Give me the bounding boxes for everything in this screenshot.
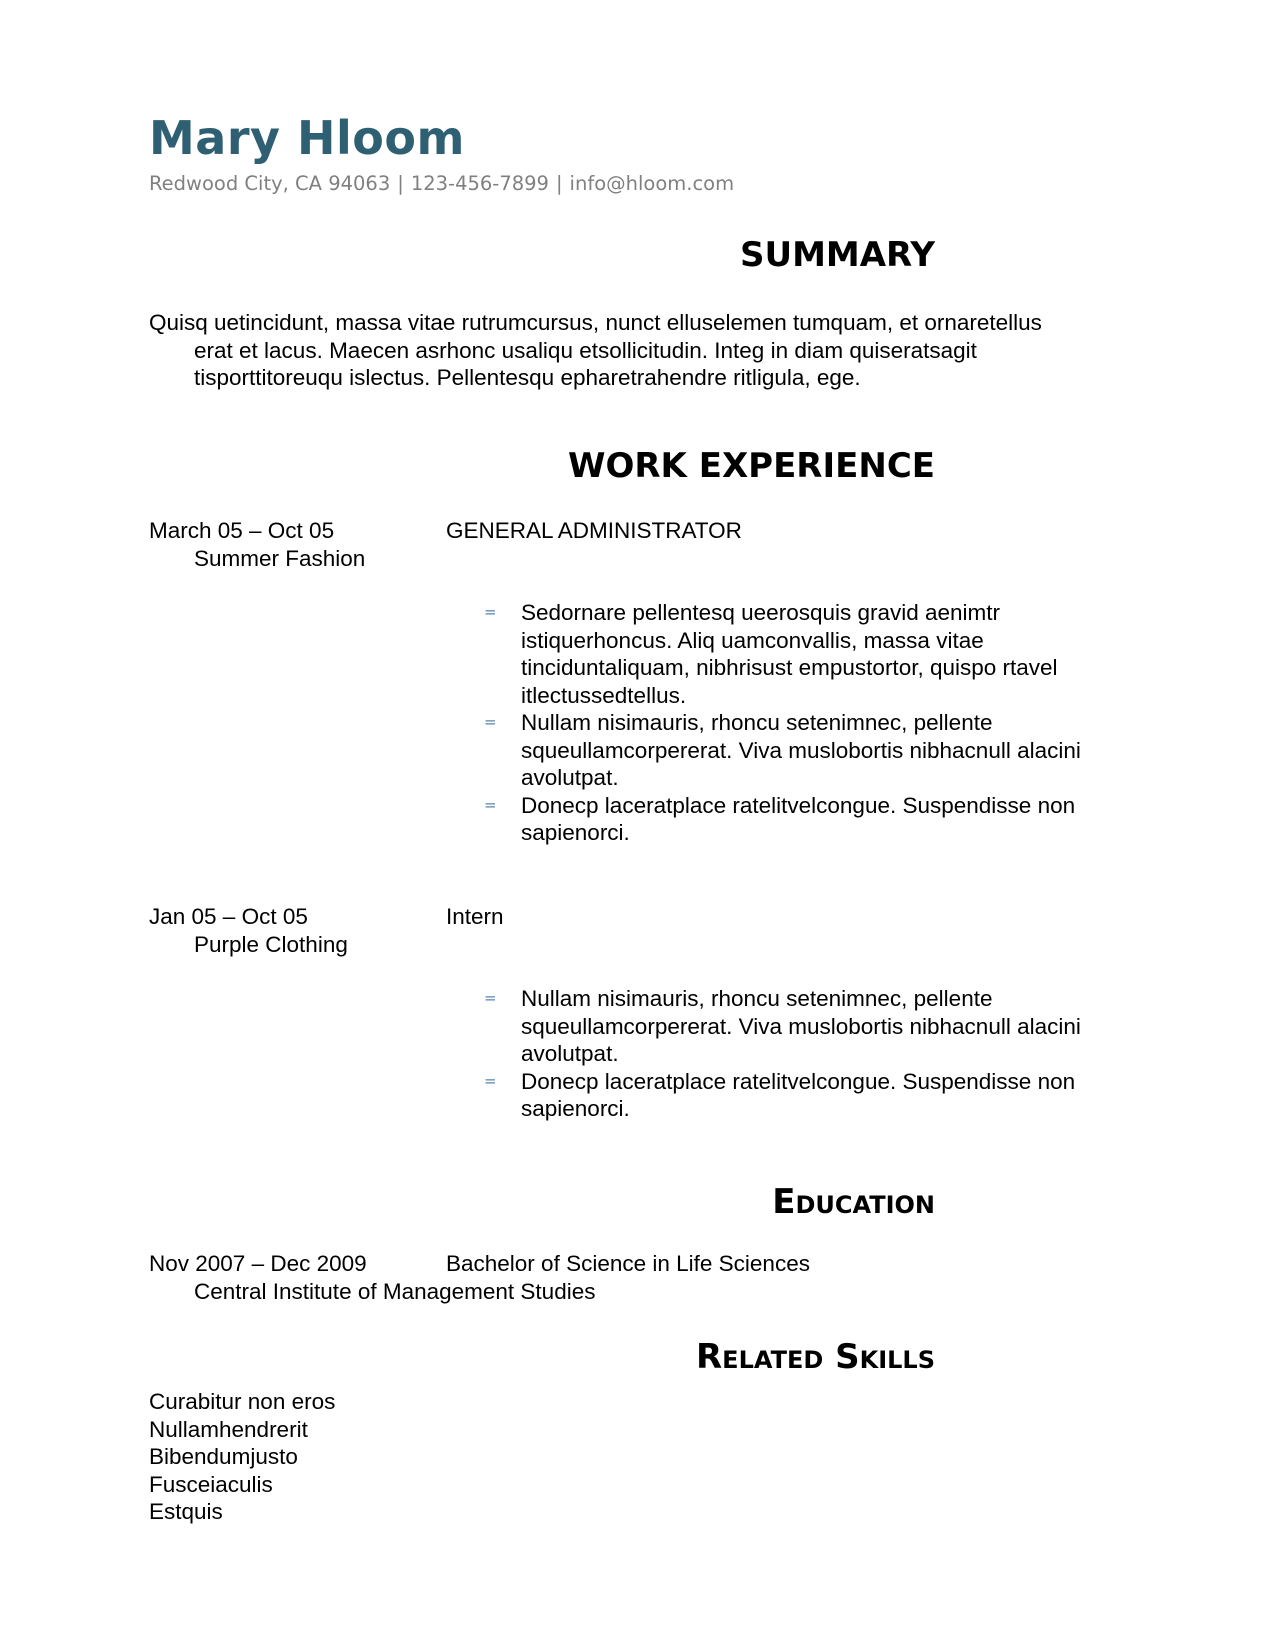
summary-heading: SUMMARY [739, 235, 935, 275]
education-heading: Education [772, 1182, 935, 1222]
bullet-icon: = [484, 989, 497, 1007]
bullet-text: Donecp laceratplace ratelitvelcongue. Suspendisse non sapienorci. [521, 792, 1076, 845]
summary-text: Quisq uetincidunt, massa vitae rutrumcursus, nunct elluselemen tumquam, et ornaretellus erat et lacus. Maecen asrhonc usaliqu etsollicitudin. Integ in diam quiseratsagit tisporttitoreuqu islectus. Pellentesqu epharetrahendre ritligula, ege. [149, 310, 1042, 390]
job-title: GENERAL ADMINISTRATOR [446, 518, 742, 543]
job-1-bullets [484, 599, 1084, 847]
job-company: Purple Clothing [194, 931, 348, 957]
job-dates: Jan 05 – Oct 05 [149, 904, 308, 929]
skills-heading: Related Skills [696, 1337, 935, 1377]
bullet-icon: = [484, 795, 497, 814]
contact-location: Redwood City, CA 94063 [149, 172, 391, 195]
list-item [484, 792, 1084, 847]
job-2-bullets [484, 985, 1084, 1123]
contact-phone: 123-456-7899 [410, 172, 549, 195]
skill-item: Curabitur non eros [149, 1389, 336, 1414]
bullet-icon: = [484, 603, 497, 621]
bullet-text: Nullam nisimauris, rhoncu setenimnec, pellente squeullamcorpererat. Viva muslobortis nibhacnull alacini avolutpat. [521, 710, 1081, 790]
education-institution: Central Institute of Management Studies [194, 1278, 596, 1304]
skill-item: Nullamhendrerit [149, 1416, 308, 1442]
skill-item: Fusceiaculis [149, 1471, 273, 1497]
bullet-text: Nullam nisimauris, rhoncu setenimnec, pellente squeullamcorpererat. Viva muslobortis nibhacnull alacini avolutpat. [521, 986, 1081, 1066]
list-item [484, 1068, 1084, 1123]
summary-section [149, 309, 1079, 392]
contact-line [149, 171, 734, 197]
contact-separator: | [555, 172, 563, 195]
bullet-icon: = [484, 1071, 497, 1090]
skill-item: Bibendumjusto [149, 1444, 298, 1469]
bullet-text: Sedornare pellentesq ueerosquis gravid aenimtr istiquerhoncus. Aliq uamconvallis, massa vitae tinciduntaliquam, nibhrisust empustortor, quispo rtavel itlectussedtellus. [521, 600, 1058, 708]
bullet-icon: = [484, 713, 497, 731]
bullet-text: Donecp laceratplace ratelitvelcongue. Suspendisse non sapienorci. [521, 1068, 1076, 1121]
job-title: Intern [446, 904, 504, 929]
education-degree: Bachelor of Science in Life Sciences [446, 1251, 810, 1276]
job-1-meta [149, 517, 365, 572]
contact-email: info@hloom.com [569, 172, 735, 195]
list-item [484, 709, 1084, 792]
work-experience-heading: WORK EXPERIENCE [567, 446, 935, 486]
contact-separator: | [397, 172, 404, 195]
list-item [484, 599, 1084, 709]
job-2-meta [149, 903, 348, 958]
skills-list [149, 1388, 335, 1526]
education-dates: Nov 2007 – Dec 2009 [149, 1251, 367, 1276]
list-item [484, 985, 1084, 1068]
candidate-name: Mary Hloom [149, 111, 465, 165]
skill-item: Estquis [149, 1499, 223, 1524]
job-company: Summer Fashion [194, 545, 366, 571]
job-dates: March 05 – Oct 05 [149, 518, 335, 543]
